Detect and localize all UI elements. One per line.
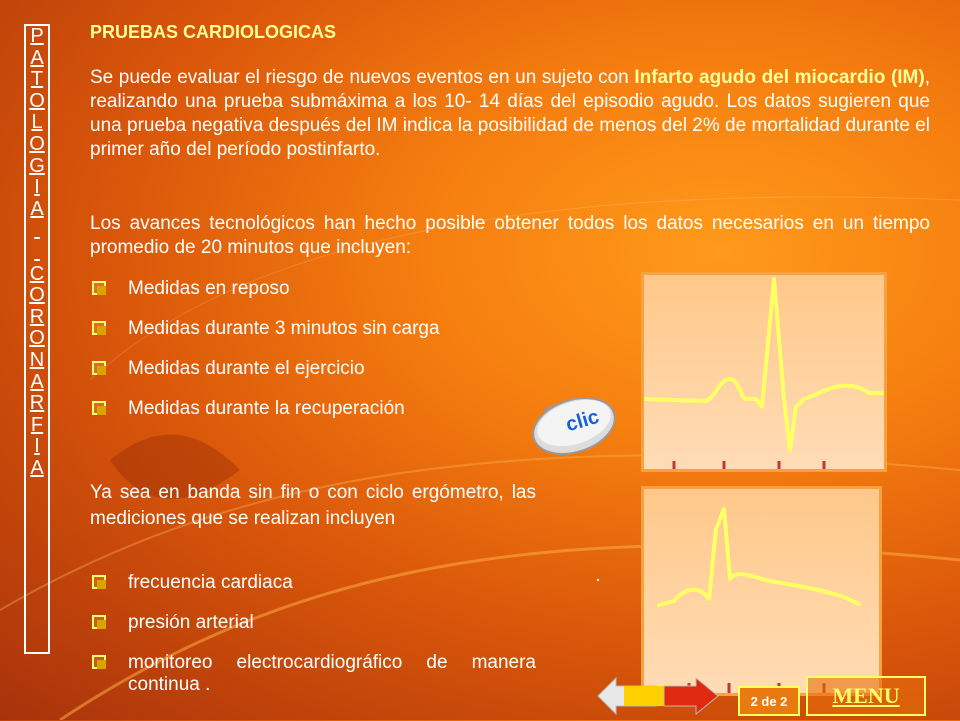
checkbox-bullet-icon (92, 321, 106, 335)
side-title-letter: I (34, 435, 40, 458)
checkbox-bullet-icon (92, 281, 106, 295)
list-item-label: Medidas durante la recuperación (128, 398, 405, 419)
list-item-label: frecuencia cardiaca (128, 572, 293, 593)
checkbox-bullet-icon (92, 401, 106, 415)
side-title-letter: R (29, 305, 45, 328)
side-title-patologia-coronaria[interactable] (24, 24, 50, 654)
side-title-letter (26, 242, 48, 264)
intro-text-start: Se puede evaluar el riesgo de nuevos eventos en un sujeto con (90, 67, 635, 88)
advances-paragraph: Los avances tecnológicos han hecho posible obtener todos los datos necesarios en un tiempo promedio de 20 minutos que incluyen: (90, 213, 930, 258)
side-title-letter: F (30, 413, 44, 436)
side-title-letter: O (29, 132, 45, 155)
checkbox-bullet-icon (92, 575, 106, 589)
measurements-paragraph: Ya sea en banda sin fin o con ciclo ergómetro, las mediciones que se realizan incluyen (90, 482, 536, 529)
list-item (90, 278, 440, 318)
side-title-letter (26, 220, 48, 242)
side-title-letter: A (30, 456, 44, 479)
side-title-letter: A (30, 197, 44, 220)
ecg-waveform-top (644, 275, 884, 469)
clic-label: clic (563, 405, 602, 437)
side-title-letter: G (29, 154, 45, 177)
intro-text-end: , realizando una prueba submáxima a los 10- 14 días del episodio agudo. Los datos sugieren que una prueba negativa después del IM indica la posibilidad de menos del 2% de mortalidad durante el primer año del período postinfarto. (90, 67, 930, 160)
ecg-waveform-bottom (644, 489, 879, 693)
ecg-waveform-panel-bottom (641, 486, 882, 696)
list-item-label: monitoreo electrocardiográfico de manera continua . (128, 652, 536, 695)
nav-arrows-button[interactable] (596, 676, 720, 716)
small-dot (597, 579, 599, 581)
side-title-letter: A (30, 370, 44, 393)
side-title-letter: O (29, 284, 45, 307)
list-item (90, 652, 536, 695)
side-title-letter: A (30, 46, 44, 69)
checkbox-bullet-icon (92, 655, 106, 669)
side-title-letter: L (31, 111, 43, 134)
side-title-letter: O (29, 327, 45, 350)
side-title-letter: I (34, 176, 40, 199)
side-title-letter: T (30, 68, 44, 91)
list-item (90, 398, 440, 438)
side-title-letter: O (29, 89, 45, 112)
side-title-letter: N (29, 348, 45, 371)
side-title-letter: C (29, 262, 45, 285)
list-item (90, 612, 536, 652)
checkbox-bullet-icon (92, 361, 106, 375)
infarto-highlight: Infarto agudo del miocardio (IM) (634, 67, 925, 88)
list-item-label: Medidas durante 3 minutos sin carga (128, 318, 440, 339)
list-item-label: Medidas en reposo (128, 278, 290, 299)
list-item-label: Medidas durante el ejercicio (128, 358, 365, 379)
parameters-list (90, 572, 536, 695)
side-title-letter: P (30, 25, 44, 47)
page-indicator: 2 de 2 (738, 686, 800, 716)
side-title-letter: R (29, 392, 45, 415)
intro-paragraph (90, 66, 930, 162)
page-title: PRUEBAS CARDIOLOGICAS (90, 22, 337, 42)
menu-button[interactable]: MENU (806, 676, 926, 716)
measurements-list (90, 278, 440, 438)
ecg-waveform-panel-top (641, 272, 887, 472)
list-item (90, 572, 536, 612)
checkbox-bullet-icon (92, 615, 106, 629)
clic-mouse-button[interactable] (526, 388, 622, 460)
list-item-label: presión arterial (128, 612, 254, 633)
nav-arrows-icon (596, 676, 720, 716)
list-item (90, 318, 440, 358)
list-item (90, 358, 440, 398)
